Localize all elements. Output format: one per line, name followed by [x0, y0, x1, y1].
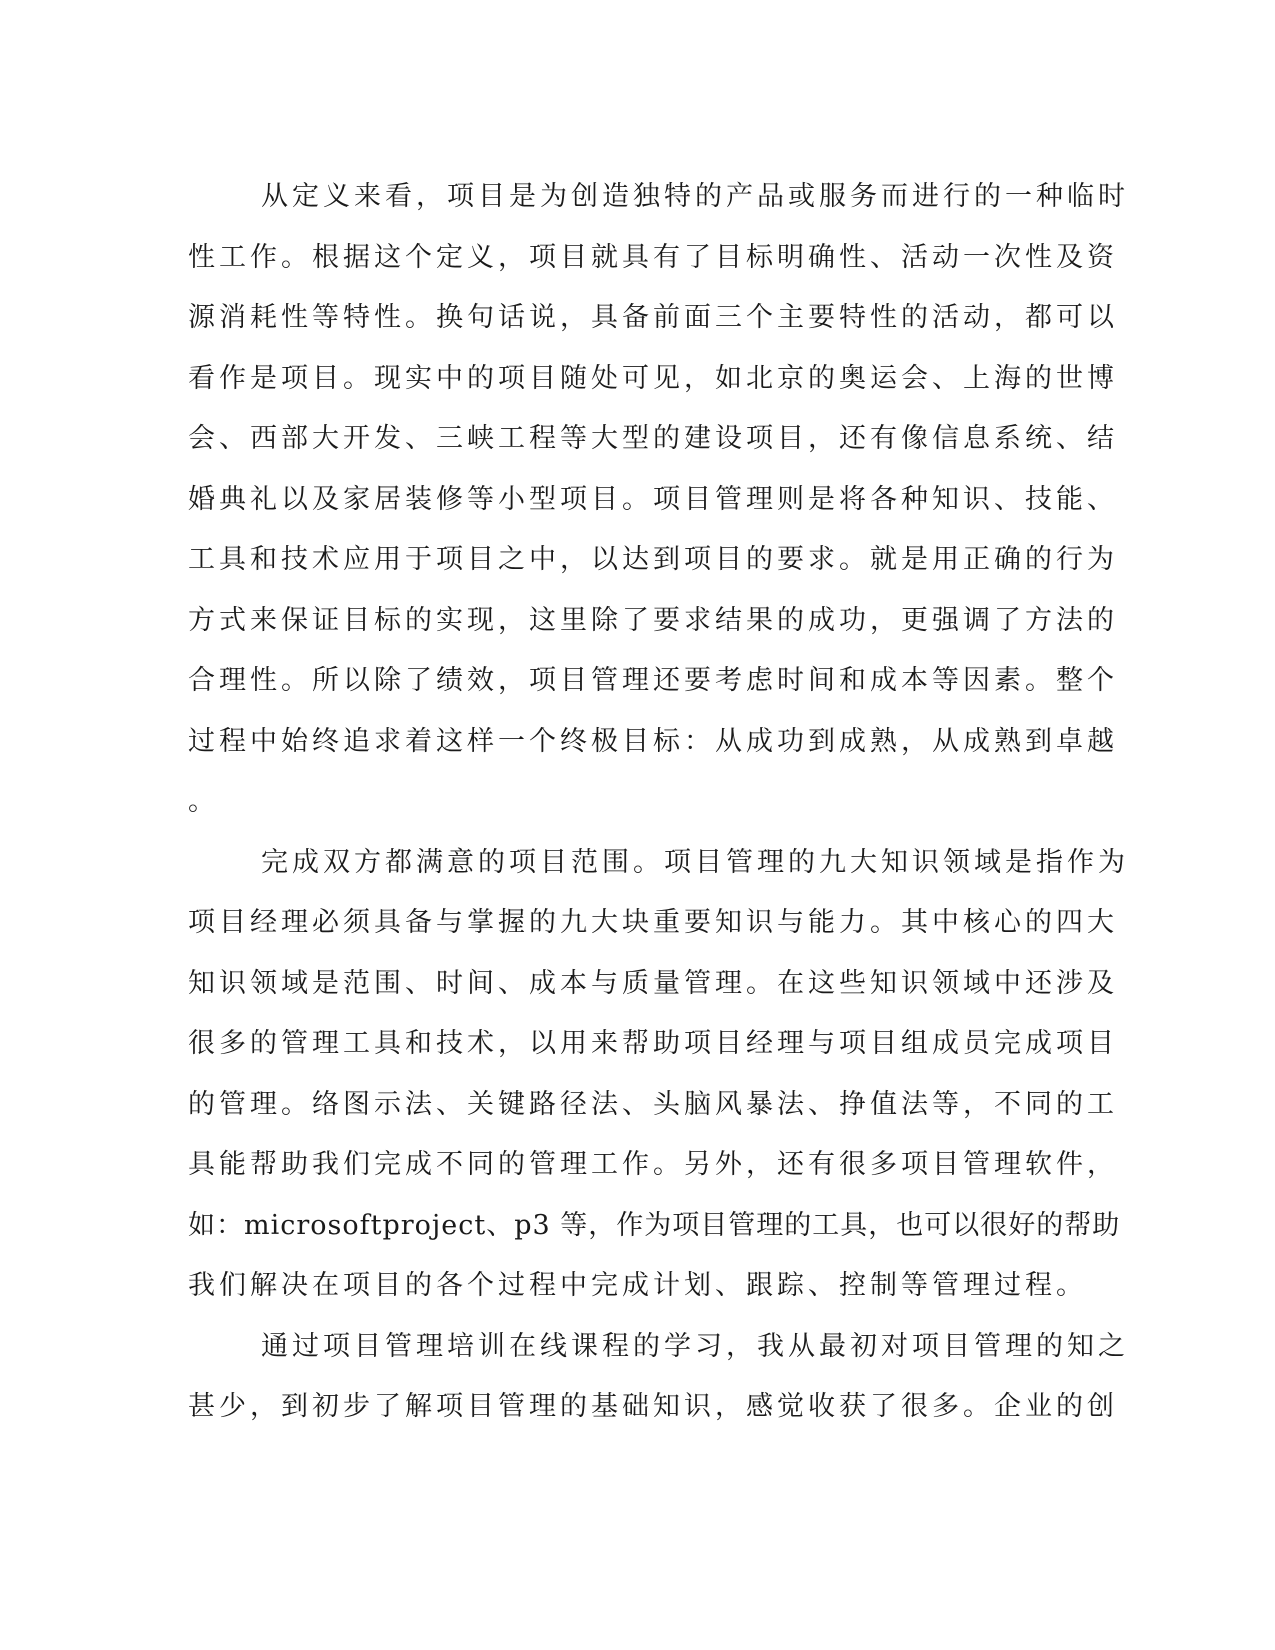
text-line: 合理性。所以除了绩效，项目管理还要考虑时间和成本等因素。整个	[188, 665, 1118, 696]
text-line: 甚少，到初步了解项目管理的基础知识，感觉收获了很多。企业的创	[188, 1391, 1118, 1422]
text-line: 知识领域是范围、时间、成本与质量管理。在这些知识领域中还涉及	[188, 967, 1118, 999]
text-line: 婚典礼以及家居装修等小型项目。项目管理则是将各种知识、技能、	[188, 483, 1118, 515]
body-text	[188, 167, 1129, 1438]
text-line: 的管理。络图示法、关键路径法、头脑风暴法、挣值法等，不同的工	[188, 1088, 1118, 1120]
text-line: 完成双方都满意的项目范围。项目管理的九大知识领域是指作为	[261, 846, 1129, 878]
text-line: 从定义来看，项目是为创造独特的产品或服务而进行的一种临时	[261, 181, 1129, 212]
text-line: 工具和技术应用于项目之中，以达到项目的要求。就是用正确的行为	[188, 544, 1118, 575]
text-line: 会、西部大开发、三峡工程等大型的建设项目，还有像信息系统、结	[188, 423, 1118, 454]
text-line: 很多的管理工具和技术，以用来帮助项目经理与项目组成员完成项目	[188, 1028, 1118, 1059]
text-line: 源消耗性等特性。换句话说，具备前面三个主要特性的活动，都可以	[188, 302, 1118, 333]
text-line: 过程中始终追求着这样一个终极目标：从成功到成熟，从成熟到卓越	[188, 725, 1118, 757]
text-line: 方式来保证目标的实现，这里除了要求结果的成功，更强调了方法的	[188, 604, 1118, 636]
text-line: 性工作。根据这个定义，项目就具有了目标明确性、活动一次性及资	[188, 241, 1118, 273]
text-line: 。	[188, 786, 219, 817]
text-line: 项目经理必须具备与掌握的九大块重要知识与能力。其中核心的四大	[188, 907, 1118, 938]
text-line: 我们解决在项目的各个过程中完成计划、跟踪、控制等管理过程。	[188, 1270, 1087, 1301]
text-line: 具能帮助我们完成不同的管理工作。另外，还有很多项目管理软件，	[188, 1149, 1118, 1180]
text-line: 看作是项目。现实中的项目随处可见，如北京的奥运会、上海的世博	[188, 362, 1118, 394]
text-line: 通过项目管理培训在线课程的学习，我从最初对项目管理的知之	[261, 1330, 1129, 1362]
text-line: 如：microsoftproject、p3 等，作为项目管理的工具，也可以很好的帮助	[188, 1209, 1121, 1241]
